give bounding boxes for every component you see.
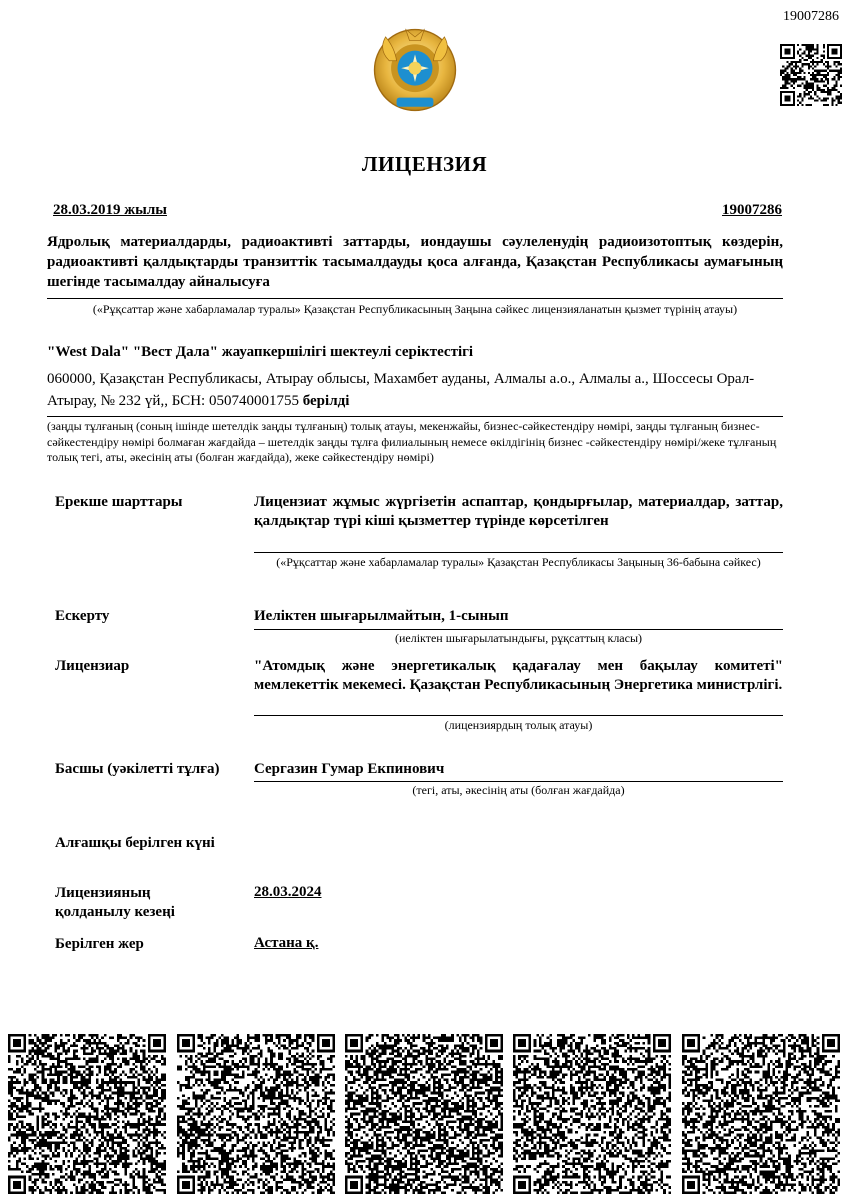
note-caption: (иеліктен шығарылатындығы, рұқсаттың класы) <box>394 631 643 645</box>
place-value: Астана қ. <box>254 935 319 951</box>
special-conditions-label: Ерекше шарттары <box>55 494 183 510</box>
qr-code-icon <box>177 1034 335 1194</box>
divider <box>47 416 783 417</box>
divider <box>254 715 783 716</box>
divider <box>254 781 783 782</box>
place-label: Берілген жер <box>55 936 144 952</box>
licensee-address <box>47 368 783 412</box>
head-caption: (тегі, аты, әкесінің аты (болған жағдайда) <box>412 783 625 797</box>
license-number: 19007286 <box>722 202 782 218</box>
first-issue-label: Алғашқы берілген күні <box>55 835 215 851</box>
validity-label-line1: Лицензияның <box>55 885 151 901</box>
activity-type: Ядролық материалдарды, радиоактивті заттарды, иондаушы сәулеленудің радиоизотоптық көздерін, радиоактивті қалдықтарды транзиттік тасымалдауды қоса алғанда, Қазақстан Республикасы аумағының шегінде тасымалдау айналысуға <box>47 234 783 290</box>
qr-code-icon <box>513 1034 671 1194</box>
activity-caption: («Рұқсаттар және хабарламалар туралы» Қазақстан Республикасының Заңына сәйкес лицензияланатын қызмет түрінің атауы) <box>92 302 738 316</box>
head-value: Сергазин Гумар Екпинович <box>254 761 445 777</box>
licensor-value: "Атомдық және энергетикалық қадағалау мен бақылау комитеті" мемлекеттік мекемесі. Қазақстан Республикасының Энергетика министрлігі. <box>254 658 783 693</box>
licensee-address-text: 060000, Қазақстан Республикасы, Атырау облысы, Махамбет ауданы, Алмалы а.о., Алмалы а., Шоссесы Орал-Атырау, № 232 үй,, БСН: 050740001755 <box>47 371 755 409</box>
note-value: Иеліктен шығарылмайтын, 1-сынып <box>254 608 509 624</box>
divider <box>254 552 783 553</box>
page-title: ЛИЦЕНЗИЯ <box>361 152 488 176</box>
licensee-caption: (заңды тұлғаның (соның ішінде шетелдік заңды тұлғаның) толық атауы, мекенжайы, бизнес-сәйкестендіру нөмірі, заңды тұлғаның бизнес-сәйкестендіру нөмірі болмаған жағдайда – шетелдік заңды тұлға филиалының немесе өкілдігінің бизнес -сәйкестендіру нөмірі/жеке тұлғаның толық тегі, аты, әкесінің аты (болған жағдайда), жеке сәйкестендіру нөмірі) <box>47 419 777 464</box>
validity-value: 28.03.2024 <box>254 884 322 900</box>
top-document-number: 19007286 <box>783 9 839 24</box>
qr-code-icon <box>345 1034 503 1194</box>
special-conditions-caption: («Рұқсаттар және хабарламалар туралы» Қазақстан Республикасы Заңының 36-бабына сәйкес) <box>276 555 761 569</box>
issued-word: берілді <box>302 393 350 409</box>
qr-code-row <box>8 1034 842 1194</box>
qr-code-icon <box>8 1034 166 1194</box>
qr-code-icon <box>780 44 842 106</box>
kazakhstan-state-emblem-icon <box>369 24 461 116</box>
issue-date: 28.03.2019 жылы <box>53 202 167 218</box>
validity-label <box>55 884 175 922</box>
licensee-name: "West Dala" "Вест Дала" жауапкершілігі шектеулі серіктестігі <box>47 344 474 360</box>
divider <box>47 298 783 299</box>
divider <box>254 629 783 630</box>
validity-label-line2: қолданылу кезеңі <box>55 904 175 920</box>
head-label: Басшы (уәкілетті тұлға) <box>55 761 220 777</box>
special-conditions-value: Лицензиат жұмыс жүргізетін аспаптар, қондырғылар, материалдар, заттар, қалдықтар түрі кіші қызметтер түрінде көрсетілген <box>254 494 783 529</box>
licensor-label: Лицензиар <box>55 658 130 674</box>
licensor-caption: (лицензиярдың толық атауы) <box>444 718 593 732</box>
note-label: Ескерту <box>55 608 110 624</box>
qr-code-icon <box>682 1034 840 1194</box>
